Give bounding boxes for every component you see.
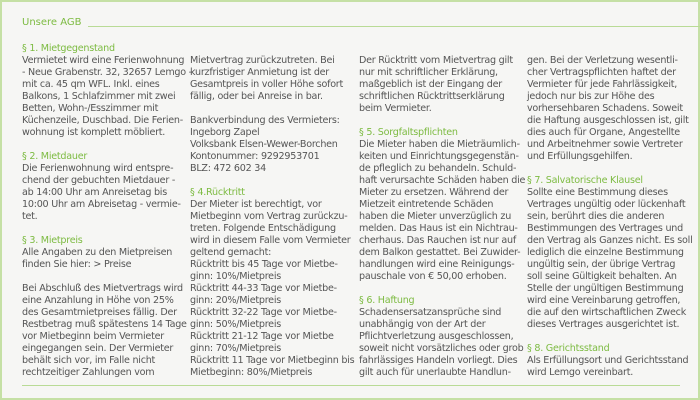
text-line: Bei Abschluß des Mietvertrags wird: [22, 283, 183, 294]
paragraph: [190, 115, 362, 175]
paragraph: [527, 187, 699, 331]
text-line: Bestimmungen des Vertrages und: [527, 223, 683, 234]
text-line: ginn: 10%/Mietpreis: [190, 271, 281, 282]
text-line: chend der gebuchten Mietdauer -: [22, 175, 176, 186]
text-line: soweit nicht vorsätzliches oder grob: [359, 343, 524, 354]
paragraph-spacer: [527, 331, 699, 343]
text-line: Mieter zu ersetzen. Während der: [359, 187, 509, 198]
text-line: vorhersehbaren Schadens. Soweit: [527, 103, 683, 114]
text-line: Kontonummer: 9292953701: [190, 151, 320, 162]
text-line: BLZ: 472 602 34: [190, 163, 266, 174]
paragraph-spacer: [359, 283, 531, 295]
text-line: Ingeborg Zapel: [190, 127, 260, 138]
text-line: Betten, Wohn-/Esszimmer mit: [22, 103, 159, 114]
paragraph-spacer: [22, 223, 194, 235]
text-line: eine Anzahlung in Höhe von 25%: [22, 295, 174, 306]
text-line: ginn: 20%/Mietpreis: [190, 295, 281, 306]
text-line: die Haftung ausgeschlossen ist, gilt: [527, 115, 689, 126]
paragraph-spacer: [527, 163, 699, 175]
text-line: finden Sie hier: > Preise: [22, 259, 132, 270]
text-line: Alle Angaben zu den Mietpreisen: [22, 247, 173, 258]
section-heading: § 7. Salvatorische Klausel: [527, 175, 643, 186]
text-line: fahrlässiges Handeln vorliegt. Dies: [359, 355, 518, 366]
text-line: melden. Das Haus ist ein Nichtrau-: [359, 223, 518, 234]
section-heading: § 6. Haftung: [359, 295, 415, 306]
text-line: und Arbeitnehmer sowie Vertreter: [527, 139, 683, 150]
text-line: ginn: 70%/Mietpreis: [190, 343, 281, 354]
text-line: wird in diesem Falle vom Vermieter: [190, 235, 351, 246]
text-line: Küchenzeile, Duschbad. Die Ferien-: [22, 115, 183, 126]
text-line: den Vertrag als Ganzes nicht. Es soll: [527, 235, 693, 246]
text-line: Mietbeginn vom Vertrag zurückzu-: [190, 211, 348, 222]
text-line: cherhaus. Das Rauchen ist nur auf: [359, 235, 517, 246]
text-line: pauschale von € 50,00 erhoben.: [359, 271, 507, 282]
text-line: mit ca. 45 qm WFL. Inkl. eines: [22, 79, 160, 90]
paragraph-spacer: [190, 175, 362, 187]
text-line: Die Mieter haben die Mieträumlich-: [359, 139, 520, 150]
text-line: keiten und Einrichtungsgegenstän-: [359, 151, 519, 162]
text-line: Pflichtverletzung ausgeschlossen,: [359, 331, 514, 342]
text-line: wird Lemgo vereinbart.: [527, 367, 634, 378]
text-line: Gesamtpreis in voller Höhe sofort: [190, 79, 344, 90]
text-line: ungültig sein, der übrige Vertrag: [527, 259, 676, 270]
column-2: [190, 43, 362, 379]
text-line: Balkons, 1 Schlafzimmer mit zwei: [22, 91, 176, 102]
paragraph-spacer: [22, 139, 194, 151]
bottom-divider: [22, 385, 680, 386]
text-line: behält sich vor, im Falle nicht: [22, 355, 156, 366]
paragraph-spacer: [359, 115, 531, 127]
paragraph-spacer: [190, 43, 362, 55]
text-line: nur mit schriftlicher Erklärung,: [359, 67, 498, 78]
text-line: soll seine Gültigkeit behalten. An: [527, 271, 677, 282]
text-line: beim Vermieter.: [359, 103, 432, 114]
text-line: dies auch für Organe, Angestellte: [527, 127, 680, 138]
paragraph: [527, 355, 699, 379]
text-line: Stelle der ungültigen Bestimmung: [527, 283, 684, 294]
text-line: schriftlichen Rücktrittserklärung: [359, 91, 505, 102]
text-line: Rücktritt 44-33 Tage vor Mietbe-: [190, 283, 337, 294]
text-line: Mietbeginn: 80%/Mietpreis: [190, 367, 313, 378]
paragraph: [359, 55, 531, 115]
text-line: Die Ferienwohnung wird entspre-: [22, 163, 174, 174]
text-line: Mietzeit eintretende Schäden: [359, 199, 494, 210]
paragraph: [22, 163, 194, 223]
paragraph: [190, 55, 362, 103]
text-line: lediglich die einzelne Bestimmung: [527, 247, 684, 258]
text-line: dem Balkon gestattet. Bei Zuwider-: [359, 247, 521, 258]
text-line: 10:00 Uhr am Abreisetag - vermie-: [22, 199, 181, 210]
text-line: und Erfüllungsgehilfen.: [527, 151, 633, 162]
section-heading: § 1. Mietgegenstand: [22, 43, 115, 54]
section-heading: § 3. Mietpreis: [22, 235, 83, 246]
text-line: geltend gemacht:: [190, 247, 272, 258]
text-line: de pfleglich zu behandeln. Schuld-: [359, 163, 517, 174]
text-line: rechtzeitiger Zahlungen vom: [22, 367, 155, 378]
text-line: Als Erfüllungsort und Gerichtsstand: [527, 355, 689, 366]
text-line: - Neue Grabenstr. 32, 32657 Lemgo -: [22, 67, 192, 78]
text-line: jedoch nur bis zur Höhe des: [527, 91, 655, 102]
text-line: tet.: [22, 211, 38, 222]
text-line: cher Vertragspflichten haftet der: [527, 67, 676, 78]
text-line: Rücktritt bis 45 Tage vor Mietbe-: [190, 259, 338, 270]
paragraph: [22, 55, 194, 139]
text-line: gilt auch für unerlaubte Handlun-: [359, 367, 511, 378]
text-line: Restbetrag muß spätestens 14 Tage: [22, 319, 187, 330]
section-heading: § 5. Sorgfaltspflichten: [359, 127, 458, 138]
text-line: Schadensersatzansprüche sind: [359, 307, 502, 318]
text-line: Sollte eine Bestimmung dieses: [527, 187, 668, 198]
text-line: Bankverbindung des Vermieters:: [190, 115, 340, 126]
text-line: des Gesamtmietpreises fällig. Der: [22, 307, 177, 318]
column-4: [527, 43, 699, 379]
paragraph: [527, 55, 699, 163]
paragraph: [190, 199, 362, 379]
text-line: ginn: 50%/Mietpreis: [190, 319, 281, 330]
page-title: Unsere AGB: [22, 17, 88, 28]
paragraph: [22, 283, 194, 379]
text-line: haft verursachte Schäden haben die: [359, 175, 526, 186]
paragraph-spacer: [359, 43, 531, 55]
text-line: eingegangen sein. Der Vermieter: [22, 343, 174, 354]
section-heading: § 4.Rücktritt: [190, 187, 245, 198]
text-line: Volksbank Elsen-Wewer-Borchen: [190, 139, 338, 150]
text-line: wohnung ist komplett möbliert.: [22, 127, 166, 138]
text-line: Rücktritt 21-12 Tage vor Mietbe: [190, 331, 334, 342]
text-line: Der Rücktritt vom Mietvertrag gilt: [359, 55, 513, 66]
paragraph-spacer: [190, 103, 362, 115]
text-line: treten. Folgende Entschädigung: [190, 223, 336, 234]
text-line: fällig, oder bei Anreise in bar.: [190, 91, 323, 102]
section-heading: § 2. Mietdauer: [22, 151, 88, 162]
paragraph-spacer: [527, 43, 699, 55]
text-line: vor Mietbeginn beim Vermieter: [22, 331, 164, 342]
paragraph: [359, 139, 531, 283]
section-heading: § 8. Gerichtsstand: [527, 343, 610, 354]
column-1: [22, 43, 194, 379]
text-line: Vermietet wird eine Ferienwohnung: [22, 55, 185, 66]
text-line: Mietvertrag zurückzutreten. Bei: [190, 55, 335, 66]
text-line: kurzfristiger Anmietung ist der: [190, 67, 329, 78]
text-line: handlungen wird eine Reinigungs-: [359, 259, 515, 270]
title-divider: [22, 26, 700, 27]
text-line: Vermieter für jede Fahrlässigkeit,: [527, 79, 678, 90]
text-line: wird eine Vereinbarung getroffen,: [527, 295, 681, 306]
paragraph: [22, 247, 194, 271]
text-line: Rücktritt 32-22 Tage vor Mietbe-: [190, 307, 337, 318]
text-line: ab 14:00 Uhr am Anreisetag bis: [22, 187, 167, 198]
text-line: dieses Vertrages ausgerichtet ist.: [527, 319, 680, 330]
text-line: gen. Bei der Verletzung wesentli-: [527, 55, 678, 66]
text-line: Der Mieter ist berechtigt, vor: [190, 199, 322, 210]
text-line: die auf den wirtschaftlichen Zweck: [527, 307, 687, 318]
text-line: maßgeblich ist der Eingang der: [359, 79, 502, 90]
column-3: [359, 43, 531, 379]
text-line: Vertrages ungültig oder lückenhaft: [527, 199, 686, 210]
text-line: Rücktritt 11 Tage vor Mietbeginn bis: [190, 355, 355, 366]
text-line: haben die Mieter unverzüglich zu: [359, 211, 512, 222]
paragraph: [359, 307, 531, 379]
paragraph-spacer: [22, 271, 194, 283]
text-line: sein, berührt dies die anderen: [527, 211, 665, 222]
text-line: unabhängig von der Art der: [359, 319, 486, 330]
